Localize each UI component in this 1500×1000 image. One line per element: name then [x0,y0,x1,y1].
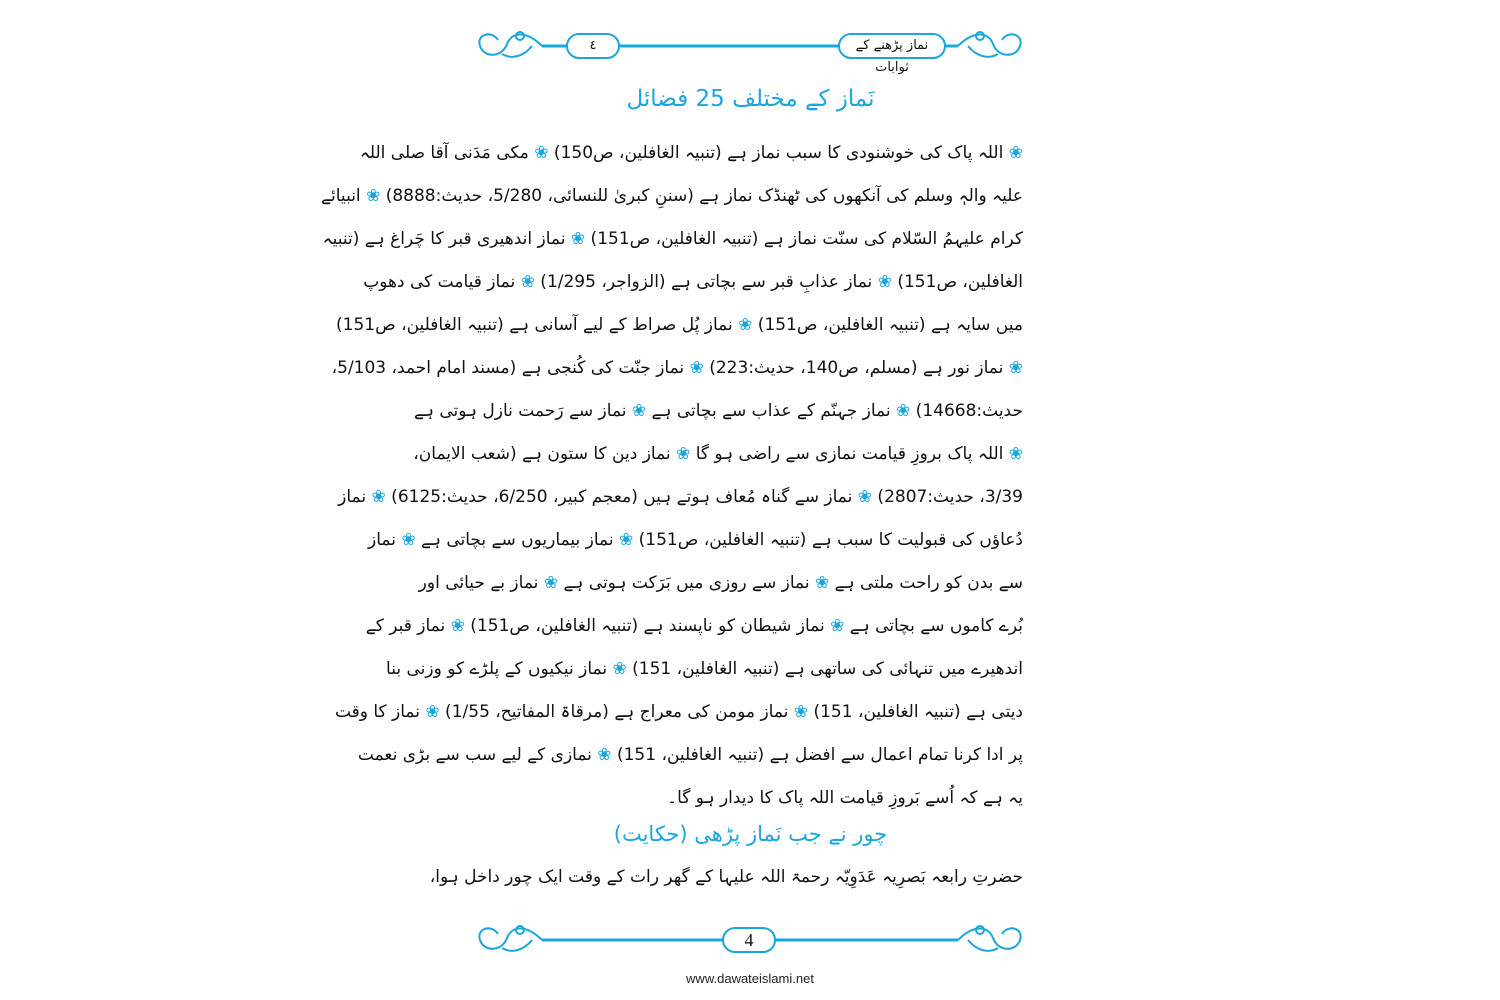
text-line: سے بدن کو راحت ملتی ہے ❀ نماز سے روزی میں بَرَکت ہوتی ہے ❀ نماز بے حیائی اور [418,573,1023,593]
flower-bullet-icon: ❀ [520,272,535,292]
flower-bullet-icon: ❀ [857,487,873,507]
flower-bullet-icon: ❀ [896,401,911,421]
text-line: کرام علیہمُ السّلام کی سنّت نماز ہے (تنبیہ الغافلین، ص151) ❀ نماز اندھیری قبر کا چَراغ ہے (تنبیہ [322,229,1023,249]
flower-bullet-icon: ❀ [689,358,704,378]
page-number-top: ٤ [566,33,620,59]
page-title: نَماز کے مختلف 25 فضائل [626,86,875,112]
flower-bullet-icon: ❀ [570,229,586,249]
text-line: دُعاؤں کی قبولیت کا سبب ہے (تنبیہ الغافلین، ص151) ❀ نماز بیماریوں سے بچاتی ہے ❀ نماز [368,530,1023,550]
flower-bullet-icon: ❀ [450,616,465,636]
text-line: دیتی ہے (تنبیہ الغافلین، 151) ❀ نماز مومن کی معراج ہے (مرقاۃ المفاتیح، 1/55) ❀ نماز کا وقت [334,702,1023,722]
text-line: حدیث:14668) ❀ نماز جہنّم کے عذاب سے بچاتی ہے ❀ نماز سے رَحمت نازل ہوتی ہے [414,401,1023,421]
text-line: ❀ نماز نور ہے (مسلم، ص140، حدیث:223) ❀ نماز جنّت کی کُنجی ہے (مسند امام احمد، 5/103، [331,358,1023,378]
flower-bullet-icon: ❀ [1008,444,1023,464]
flower-bullet-icon: ❀ [1008,143,1023,163]
flower-bullet-icon: ❀ [1008,358,1023,378]
footer-ornament-bar [472,920,1028,960]
flower-bullet-icon: ❀ [366,186,381,206]
flower-bullet-icon: ❀ [612,659,627,679]
flower-bullet-icon: ❀ [619,530,634,550]
text-line: الغافلین، ص151) ❀ نماز عذابِ قبر سے بچاتی ہے (الزواجر، 1/295) ❀ نماز قیامت کی دھوپ [363,272,1023,292]
text-line: 3/39، حدیث:2807) ❀ نماز سے گناہ مُعاف ہوتے ہیں (معجم کبیر، 6/250، حدیث:6125) ❀ نماز [338,487,1023,507]
flower-bullet-icon: ❀ [597,745,612,765]
flower-bullet-icon: ❀ [877,272,892,292]
flower-bullet-icon: ❀ [534,143,549,163]
running-title: نماز پڑھنے کے ثوابات [838,33,946,59]
page-number-bottom: 4 [722,927,776,953]
flower-bullet-icon: ❀ [676,444,691,464]
header-ornament-bar [472,26,1028,75]
section-heading: چور نے جب نَماز پڑھی (حکایت) [613,822,888,846]
flower-bullet-icon: ❀ [371,487,386,507]
flower-bullet-icon: ❀ [425,702,440,722]
text-line: یہ ہے کہ اُسے بَروزِ قیامت اللہ پاک کا دیدار ہو گا۔ [667,788,1023,808]
text-line: علیہ والہٖ وسلم کی آنکھوں کی ٹھنڈک نماز ہے (سننِ کبریٰ للنسائی، 5/280، حدیث:8888) ❀ انبیائے [321,186,1023,206]
text-line: پر ادا کرنا تمام اعمال سے افضل ہے (تنبیہ الغافلین، 151) ❀ نمازی کے لیے سب سے بڑی نعمت [357,745,1023,765]
virtues-list [321,136,1023,824]
section-paragraph: حضرتِ رابعہ بَصرِیہ عَدَوِیّہ رحمۃ اللہ علیہا کے گھر رات کے وقت ایک چور داخل ہوا، [429,867,1023,887]
text-line: بُرے کاموں سے بچاتی ہے ❀ نماز شیطان کو ناپسند ہے (تنبیہ الغافلین، ص151) ❀ نماز قبر کے [365,616,1023,636]
text-line: اندھیرے میں تنہائی کی ساتھی ہے (تنبیہ الغافلین، 151) ❀ نماز نیکیوں کے پلڑے کو وزنی بنا [386,659,1023,679]
flower-bullet-icon: ❀ [401,530,416,550]
flower-bullet-icon: ❀ [543,573,559,593]
flower-bullet-icon: ❀ [815,573,830,593]
flower-bullet-icon: ❀ [830,616,845,636]
text-line: ❀ اللہ پاک بروزِ قیامت نمازی سے راضی ہو گا ❀ نماز دین کا ستون ہے (شعب الایمان، [413,444,1023,464]
flower-bullet-icon: ❀ [793,702,809,722]
website-url: www.dawateislami.net [686,971,814,986]
text-line: میں سایہ ہے (تنبیہ الغافلین، ص151) ❀ نماز پُل صراط کے لیے آسانی ہے (تنبیہ الغافلین، ص151) [336,315,1023,335]
flower-bullet-icon: ❀ [738,315,753,335]
flower-bullet-icon: ❀ [631,401,647,421]
text-line: ❀ اللہ پاک کی خوشنودی کا سبب نماز ہے (تنبیہ الغافلین، ص150) ❀ مکی مَدَنی آقا صلی اللہ [359,143,1023,163]
